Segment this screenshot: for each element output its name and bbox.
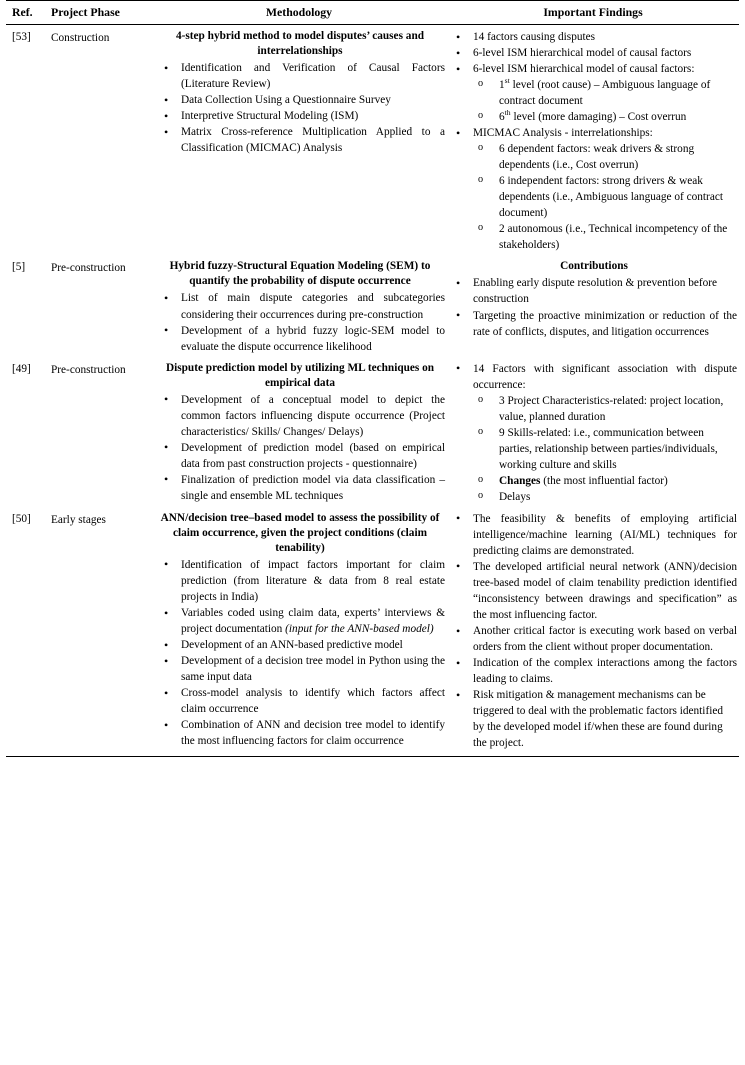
list-item: • Development of a conceptual model to depict the common factors influencing dispute occurrence (Project characteristics/ Skills/ Changes/ Delays) <box>155 392 445 440</box>
cell-project-phase: Pre-construction <box>51 262 126 275</box>
cell-project-phase: Construction <box>51 32 110 44</box>
findings-bullet-list <box>451 361 737 505</box>
cell-project-phase: Early stages <box>46 507 151 757</box>
sub-list-item: o 3 Project Characteristics-related: project location, value, planned duration <box>473 393 737 425</box>
findings-sub-list <box>473 393 737 505</box>
cell-important-findings <box>447 357 739 507</box>
list-item <box>451 125 737 253</box>
findings-heading: Contributions <box>560 260 628 273</box>
list-item: • Indication of the complex interactions among the factors leading to claims. <box>451 655 737 687</box>
list-item: • Data Collection Using a Questionnaire Survey <box>155 92 445 108</box>
methodology-bullet-list <box>155 557 445 749</box>
sub-list-item: o 1st level (root cause) – Ambiguous language of contract document <box>473 77 737 109</box>
column-header-important-findings: Important Findings <box>447 1 739 25</box>
methodology-heading: Dispute prediction model by utilizing ML techniques on empirical data <box>165 361 435 389</box>
cell-ref: [53] <box>12 31 31 43</box>
findings-bullet-list <box>451 29 737 253</box>
list-item: • The developed artificial neural network (ANN)/decision tree-based model of claim tenability prediction identified “inconsistency between drawings and specification” as the most influencing factor. <box>451 559 737 623</box>
methodology-heading: 4-step hybrid method to model disputes’ causes and interrelationships <box>175 30 425 58</box>
column-header-methodology: Methodology <box>151 1 447 25</box>
list-item: • The feasibility & benefits of employing artificial intelligence/machine learning (AI/ML) techniques for predicting claims are demonstrated. <box>451 511 737 559</box>
list-item-label: 14 Factors with significant association with dispute occurrence: <box>473 362 737 391</box>
list-item <box>451 361 737 505</box>
list-item: • Finalization of prediction model via data classification – single and ensemble ML techniques <box>155 472 445 504</box>
cell-methodology <box>151 507 447 757</box>
list-item-label: MICMAC Analysis - interrelationships: <box>473 127 653 140</box>
sub-list-item: o 6 independent factors: strong drivers & weak dependents (i.e., Ambiguous language of contract document) <box>473 173 737 221</box>
cell-methodology <box>151 255 447 356</box>
ordinal-suffix: th <box>504 108 511 118</box>
column-header-project-phase: Project Phase <box>46 1 151 25</box>
list-item: • Identification of impact factors important for claim prediction (from literature & data from 8 real estate projects in India) <box>155 557 445 605</box>
emphasis-term: Changes <box>499 474 541 487</box>
list-item: • Combination of ANN and decision tree model to identify the most influencing factors for claim occurrence <box>155 717 445 749</box>
cell-important-findings <box>447 507 739 757</box>
list-item: • Development of an ANN-based predictive model <box>155 637 445 653</box>
methodology-bullet-list <box>155 290 445 354</box>
list-item: • Identification and Verification of Causal Factors (Literature Review) <box>155 60 445 92</box>
literature-review-table <box>6 0 739 757</box>
sub-list-item: o Changes (the most influential factor) <box>473 473 737 489</box>
list-item: • List of main dispute categories and subcategories considering their occurrences during pre-construction <box>155 290 445 322</box>
list-item: • 6-level ISM hierarchical model of causal factors <box>451 45 737 61</box>
methodology-bullet-list <box>155 60 445 156</box>
sub-list-item: o 9 Skills-related: i.e., communication between parties, relationship between parties/individuals, working culture and skills <box>473 425 737 473</box>
cell-methodology <box>151 357 447 507</box>
sub-list-item: o 2 autonomous (i.e., Technical incompetency of the stakeholders) <box>473 221 737 253</box>
findings-bullet-list <box>451 275 737 339</box>
methodology-heading: ANN/decision tree–based model to assess the possibility of claim occurrence, given the project conditions (claim tenability) <box>160 511 440 554</box>
list-item: • Risk mitigation & management mechanisms can be triggered to deal with the problematic factors identified by the developed model if/when these are found during the project. <box>451 687 737 751</box>
cell-ref: [5] <box>12 261 26 274</box>
list-item: • Development of prediction model (based on empirical data from past construction projects - questionnaire) <box>155 440 445 472</box>
table-header <box>6 1 739 25</box>
list-item: • Variables coded using claim data, experts’ interviews & project documentation (input for the ANN-based model) <box>155 605 445 637</box>
list-item: • Matrix Cross-reference Multiplication Applied to a Classification (MICMAC) Analysis <box>155 124 445 156</box>
list-item <box>451 61 737 125</box>
column-header-ref: Ref. <box>6 1 46 25</box>
cell-ref: [49] <box>12 362 31 375</box>
table-row <box>6 357 739 507</box>
methodology-bullet-list <box>155 392 445 504</box>
cell-important-findings <box>447 25 739 256</box>
table-row <box>6 255 739 356</box>
list-item: • Development of a decision tree model in Python using the same input data <box>155 653 445 685</box>
list-item: • Another critical factor is executing work based on verbal orders from the client without proper documentation. <box>451 623 737 655</box>
cell-important-findings <box>447 255 739 356</box>
list-item: • 14 factors causing disputes <box>451 29 737 45</box>
list-item: • Cross-model analysis to identify which factors affect claim occurrence <box>155 685 445 717</box>
sub-list-item: o Delays <box>473 489 737 505</box>
list-item: • Targeting the proactive minimization or reduction of the rate of conflicts, disputes, and litigation occurrences <box>451 308 737 340</box>
findings-bullet-list <box>451 511 737 751</box>
list-item: • Development of a hybrid fuzzy logic-SEM model to evaluate the dispute occurrence likelihood <box>155 323 445 355</box>
sub-list-item: o 6th level (more damaging) – Cost overrun <box>473 109 737 125</box>
table-body <box>6 25 739 757</box>
methodology-heading: Hybrid fuzzy-Structural Equation Modeling (SEM) to quantify the probability of dispute occurrence <box>169 260 431 288</box>
ordinal-suffix: st <box>504 76 510 86</box>
table-row <box>6 507 739 757</box>
findings-sub-list <box>473 141 737 253</box>
list-item: • Enabling early dispute resolution & prevention before construction <box>451 275 737 307</box>
list-item: • Interpretive Structural Modeling (ISM) <box>155 108 445 124</box>
findings-sub-list <box>473 77 737 125</box>
sub-list-item: o 6 dependent factors: weak drivers & strong dependents (i.e., Cost overrun) <box>473 141 737 173</box>
table-header-row <box>6 1 739 25</box>
cell-ref: [50] <box>6 507 46 757</box>
italic-note: (input for the ANN-based model) <box>285 623 434 636</box>
list-item-label: 6-level ISM hierarchical model of causal factors: <box>473 63 695 76</box>
cell-project-phase: Pre-construction <box>51 363 126 376</box>
cell-methodology <box>151 25 447 256</box>
table-row <box>6 25 739 256</box>
